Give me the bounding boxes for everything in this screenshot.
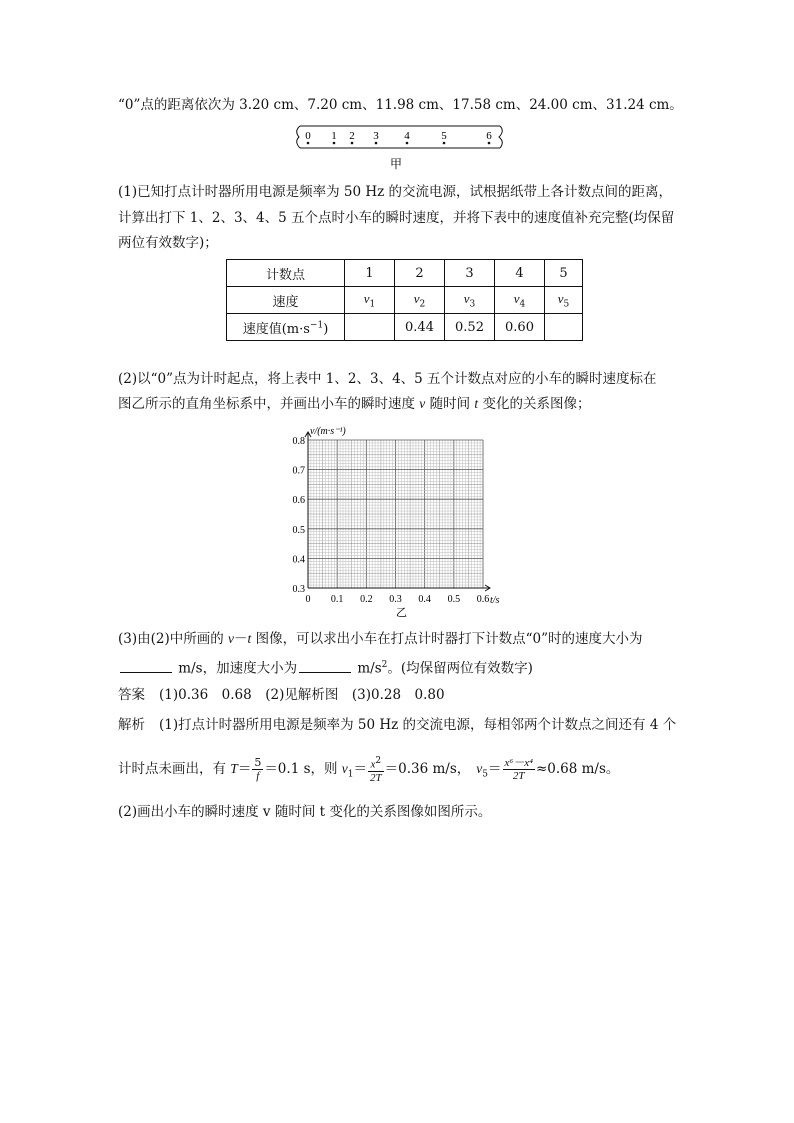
equals-sign: ＝ xyxy=(488,761,502,777)
q3-line1 xyxy=(118,630,643,648)
fraction-denominator: 2T xyxy=(512,770,525,782)
fraction-numerator: 5 xyxy=(254,756,262,769)
v5-symbol: v xyxy=(476,761,483,776)
paper-tape-figure xyxy=(294,122,506,174)
q2-line2-part: 图乙所示的直角坐标系中，并画出小车的瞬时速度 xyxy=(118,396,420,412)
x-tick-label: 0.5 xyxy=(447,594,461,605)
y-tick-label: 0.5 xyxy=(292,524,305,536)
q3-line1-part: 图像，可以求出小车在打点计时器打下计数点“0”时的速度大小为 xyxy=(251,631,643,647)
tape-right-torn-edge xyxy=(499,126,502,148)
tape-point-label: 3 xyxy=(373,130,379,142)
tape-point-label: 4 xyxy=(404,130,410,142)
q2-line2-part: 随时间 xyxy=(425,396,475,412)
tape-dot xyxy=(488,142,491,145)
tape-dot xyxy=(406,142,409,145)
tape-point-label: 5 xyxy=(441,130,447,142)
analysis-line1 xyxy=(118,716,676,734)
q3-line2-part: m/s xyxy=(357,660,382,677)
velocity-subscript: 5 xyxy=(563,299,570,310)
q3-line2-sup: 2 xyxy=(381,660,388,670)
q1-line1: (1)已知打点计时器所用电源是频率为 50 Hz 的交流电源，试根据纸带上各计数点间的距离， xyxy=(118,184,673,200)
q2-line2 xyxy=(118,395,590,413)
fraction-denominator: 2T xyxy=(370,771,382,784)
analysis-part: ＝0.1 s，则 xyxy=(264,761,342,777)
row3-unit-sup: −1 xyxy=(309,320,324,331)
tape-label: 甲 xyxy=(389,157,403,171)
q2-line1: (2)以“0”点为计时起点，将上表中 1、2、3、4、5 五个计数点对应的小车的瞬时速度标在 xyxy=(118,371,657,387)
x-tick-label: 0 xyxy=(305,594,311,605)
q3-line1-part: (3)由(2)中所画的 xyxy=(118,631,229,647)
q1-line2: 计算出打下 1、2、3、4、5 五个点时小车的瞬时速度，并将下表中的速度值补充完整(均保留 xyxy=(118,210,675,226)
tape-dot xyxy=(443,142,446,145)
tape-point-label: 2 xyxy=(349,130,355,142)
fraction-numerator-sup: 2 xyxy=(375,756,382,767)
y-axis-label: v/(m·s⁻¹) xyxy=(310,426,346,437)
table-cell: 4 xyxy=(495,260,545,287)
analysis-line1-text: (1)打点计时器所用电源是频率为 50 Hz 的交流电源，每相邻两个计数点之间还有 4 个 xyxy=(159,717,677,733)
tape-dot xyxy=(333,142,336,145)
t-symbol: t xyxy=(474,396,479,411)
x-axis-label: t/s xyxy=(490,595,500,606)
table-cell: 计数点 xyxy=(227,260,345,287)
table-cell: 0.60 xyxy=(495,314,545,341)
q3-line2-part: m/s，加速度大小为 xyxy=(178,660,298,677)
answer-label: 答案 xyxy=(118,687,145,703)
q3-line1-part: － xyxy=(234,631,248,647)
velocity-time-grid-chart xyxy=(280,420,520,620)
velocity-subscript: 2 xyxy=(419,299,426,310)
answer-blank-acceleration[interactable] xyxy=(299,660,351,673)
tape-dot xyxy=(307,142,310,145)
analysis-line3: (2)画出小车的瞬时速度 v 随时间 t 变化的关系图像如图所示。 xyxy=(118,804,492,820)
t-symbol: t xyxy=(247,631,252,646)
velocity-subscript: 1 xyxy=(369,299,376,310)
velocity-symbol: v xyxy=(363,290,370,306)
v5-subscript: 5 xyxy=(482,769,489,780)
tape-point-label: 0 xyxy=(305,130,311,142)
table-row xyxy=(227,287,583,314)
table-cell xyxy=(345,287,395,314)
equals-sign: ＝ xyxy=(353,761,368,777)
q1-line3: 两位有效数字)； xyxy=(118,235,218,251)
table-cell: 速度 xyxy=(227,287,345,314)
x-tick-label: 0.1 xyxy=(330,594,344,605)
table-row xyxy=(227,260,583,287)
y-tick-label: 0.4 xyxy=(292,554,305,566)
y-tick-label: 0.6 xyxy=(292,495,305,507)
table-cell xyxy=(545,287,583,314)
v1-symbol: v xyxy=(341,761,348,776)
velocity-symbol: v xyxy=(557,290,564,306)
analysis-part: 计时点未画出，有 xyxy=(118,761,231,777)
q3-line2-part: 。(均保留两位有效数字) xyxy=(387,660,533,677)
table-cell: 3 xyxy=(445,260,495,287)
fraction-denominator: f xyxy=(256,770,260,782)
tape-dot xyxy=(375,142,378,145)
y-tick-label: 0.7 xyxy=(292,465,305,477)
v-symbol: v xyxy=(228,631,235,646)
x-tick-label: 0.4 xyxy=(418,594,431,605)
table-cell: 2 xyxy=(395,260,445,287)
table-cell: 0.52 xyxy=(445,314,495,341)
x-tick-label: 0.6 xyxy=(476,594,490,605)
table-cell xyxy=(495,287,545,314)
speed-table xyxy=(226,259,583,341)
velocity-symbol: v xyxy=(413,290,420,306)
fraction-x2-over-2T xyxy=(368,755,384,784)
answer-blank-initial-velocity[interactable] xyxy=(120,660,172,673)
row3-label-end: ) xyxy=(323,321,329,337)
tape-dot xyxy=(351,142,354,145)
q2-line2-part: 变化的关系图像； xyxy=(478,396,591,412)
tape-left-torn-edge xyxy=(297,126,300,148)
intro-line: “0”点的距离依次为 3.20 cm、7.20 cm、11.98 cm、17.58 cm、24.00 cm、31.24 cm。 xyxy=(118,97,683,113)
tape-point-label: 1 xyxy=(331,130,337,142)
v-symbol: v xyxy=(419,396,426,411)
table-cell xyxy=(227,314,345,341)
y-tick-label: 0.3 xyxy=(292,584,305,595)
x-tick-label: 0.2 xyxy=(360,594,373,605)
tape-point-label: 6 xyxy=(486,130,492,142)
fraction-5-over-f xyxy=(252,757,263,782)
fraction-numerator: x xyxy=(370,758,376,771)
velocity-subscript: 3 xyxy=(469,299,476,310)
v1-subscript: 1 xyxy=(347,769,354,780)
row3-label: 速度值(m·s xyxy=(242,321,310,337)
analysis-part: ＝0.36 m/s， xyxy=(384,761,471,777)
equals-sign: ＝ xyxy=(237,761,252,777)
answer-text: (1)0.36 0.68 (2)见解析图 (3)0.28 0.80 xyxy=(159,687,445,703)
table-cell xyxy=(395,287,445,314)
velocity-subscript: 4 xyxy=(519,299,526,310)
answer-line xyxy=(118,686,445,704)
velocity-symbol: v xyxy=(513,290,520,306)
x-tick-label: 0.3 xyxy=(389,594,402,605)
chart-caption: 乙 xyxy=(396,606,407,619)
analysis-line2 xyxy=(118,752,619,792)
y-tick-label: 0.8 xyxy=(292,436,305,447)
table-cell: 1 xyxy=(345,260,395,287)
fraction-x6-minus-x4-over-2T xyxy=(503,757,535,782)
table-cell xyxy=(345,314,395,341)
y-axis xyxy=(305,432,311,588)
velocity-symbol: v xyxy=(463,290,470,306)
analysis-label: 解析 xyxy=(118,717,145,733)
analysis-part: ≈0.68 m/s。 xyxy=(535,761,620,777)
q3-line2 xyxy=(118,656,533,678)
table-cell: 5 xyxy=(545,260,583,287)
table-cell xyxy=(545,314,583,341)
period-symbol: T xyxy=(230,761,238,776)
table-cell: 0.44 xyxy=(395,314,445,341)
fraction-numerator: x⁶－x⁴ xyxy=(504,757,533,769)
table-cell xyxy=(445,287,495,314)
table-row xyxy=(227,314,583,341)
